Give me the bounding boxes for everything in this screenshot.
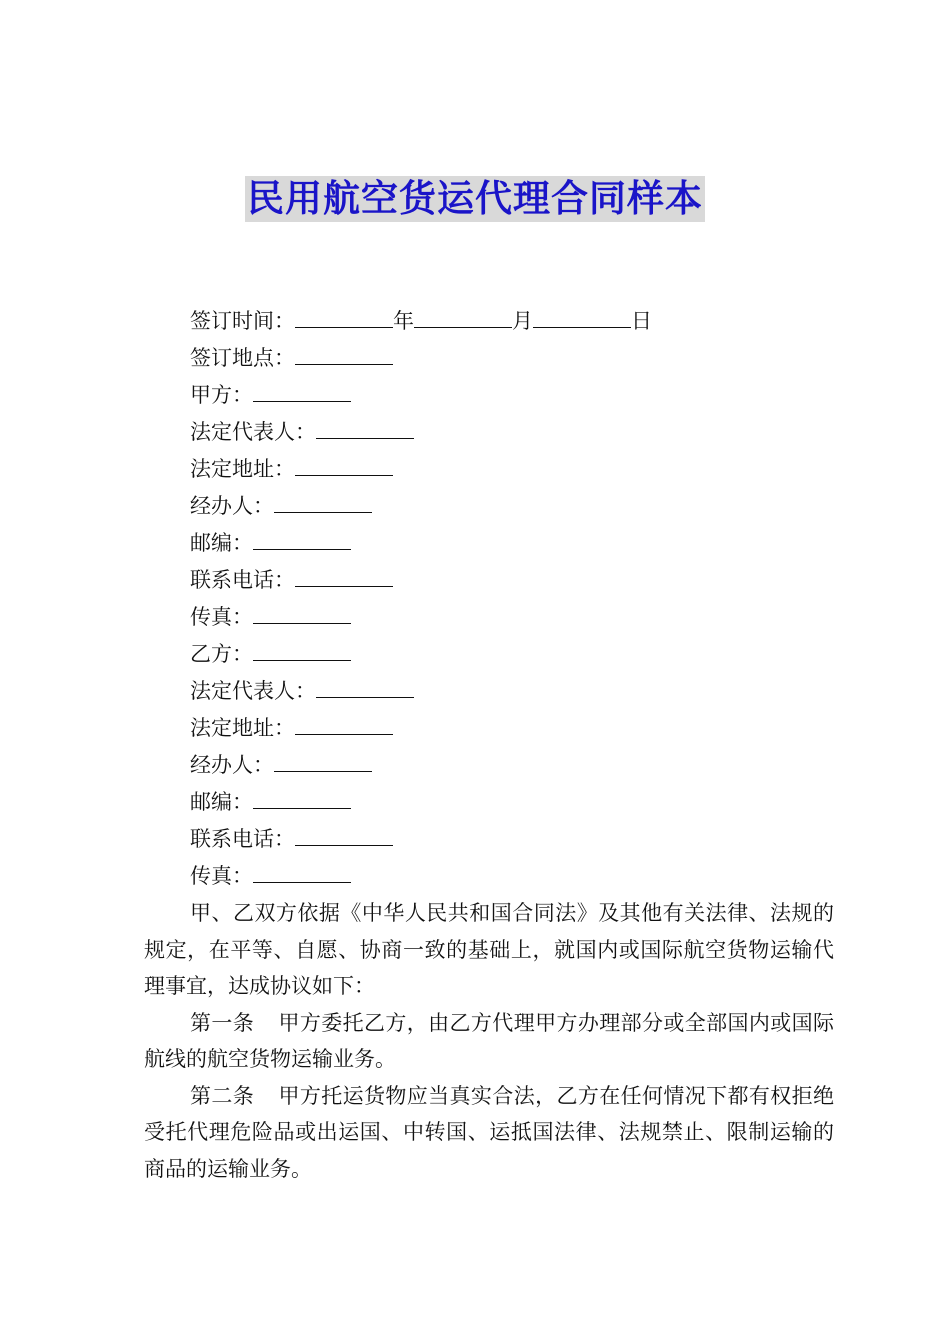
field-line [190, 340, 830, 377]
field-line [190, 562, 830, 599]
article-2 [144, 1078, 834, 1188]
field-line [190, 747, 830, 784]
month-blank [414, 305, 512, 328]
article-text: 甲方委托乙方，由乙方代理甲方办理部分或全部国内或国际航线的航空货物运输业务。 [144, 1010, 835, 1071]
field-blank [253, 860, 351, 883]
article-heading: 第二条 [190, 1083, 255, 1108]
field-blank [295, 564, 393, 587]
field-label: 法定代表人： [190, 420, 316, 444]
field-label: 联系电话： [190, 568, 295, 592]
field-blank [295, 453, 393, 476]
field-label: 法定地址： [190, 716, 295, 740]
field-line [190, 710, 830, 747]
contract-body [144, 895, 834, 1187]
field-label: 邮编： [190, 531, 253, 555]
field-line [190, 784, 830, 821]
field-label: 乙方： [190, 642, 253, 666]
contract-fields [190, 303, 830, 895]
field-blank [253, 379, 351, 402]
field-line [190, 636, 830, 673]
year-blank [295, 305, 393, 328]
field-line [190, 377, 830, 414]
day-label: 日 [631, 309, 652, 333]
field-blank [274, 749, 372, 772]
article-1 [144, 1005, 834, 1078]
field-blank [253, 601, 351, 624]
intro-paragraph: 甲、乙双方依据《中华人民共和国合同法》及其他有关法律、法规的规定，在平等、自愿、协商一致的基础上，就国内或国际航空货物运输代理事宜，达成协议如下： [144, 901, 834, 998]
year-label: 年 [393, 309, 414, 333]
field-label: 法定地址： [190, 457, 295, 481]
field-blank [295, 342, 393, 365]
field-label: 经办人： [190, 494, 274, 518]
field-blank [253, 527, 351, 550]
field-blank [274, 490, 372, 513]
field-line [190, 525, 830, 562]
field-label: 甲方： [190, 383, 253, 407]
article-heading: 第一条 [190, 1010, 255, 1035]
day-blank [533, 305, 631, 328]
field-label: 法定代表人： [190, 679, 316, 703]
document-title: 民用航空货运代理合同样本 [247, 177, 703, 220]
field-line [190, 821, 830, 858]
field-blank [253, 786, 351, 809]
field-blank [295, 712, 393, 735]
field-label: 传真： [190, 605, 253, 629]
field-line [190, 673, 830, 710]
field-blank [316, 675, 414, 698]
month-label: 月 [512, 309, 533, 333]
field-line [190, 451, 830, 488]
field-label: 传真： [190, 864, 253, 888]
field-label: 联系电话： [190, 827, 295, 851]
field-line [190, 488, 830, 525]
field-line [190, 858, 830, 895]
field-blank [253, 638, 351, 661]
field-blank [295, 823, 393, 846]
article-text: 甲方托运货物应当真实合法，乙方在任何情况下都有权拒绝受托代理危险品或出运国、中转国、运抵国法律、法规禁止、限制运输的商品的运输业务。 [144, 1083, 835, 1181]
date-line [190, 303, 830, 340]
field-label: 邮编： [190, 790, 253, 814]
field-label: 经办人： [190, 753, 274, 777]
date-label: 签订时间： [190, 309, 295, 333]
title-block [0, 176, 950, 222]
field-blank [316, 416, 414, 439]
field-label: 签订地点： [190, 346, 295, 370]
field-line [190, 599, 830, 636]
field-line [190, 414, 830, 451]
